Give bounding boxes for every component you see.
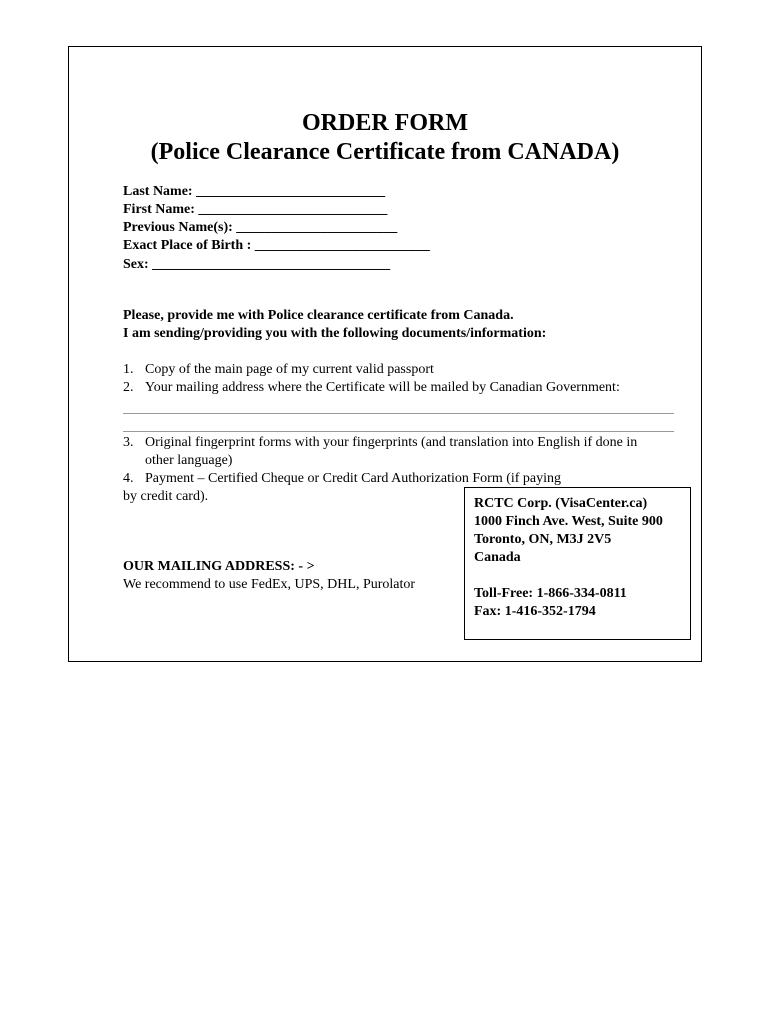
item-1-text: Copy of the main page of my current valid passport bbox=[145, 362, 434, 377]
place-of-birth-field[interactable]: Exact Place of Birth : _________________________ bbox=[123, 238, 430, 253]
address-city: Toronto, ON, M3J 2V5 bbox=[474, 532, 612, 547]
address-company: RCTC Corp. (VisaCenter.ca) bbox=[474, 496, 648, 511]
courier-recommendation: We recommend to use FedEx, UPS, DHL, Purolator bbox=[123, 577, 416, 592]
item-2-number: 2. bbox=[123, 380, 134, 395]
previous-names-field[interactable]: Previous Name(s): _______________________ bbox=[123, 220, 398, 235]
toll-free-number: Toll-Free: 1-866-334-0811 bbox=[474, 586, 627, 601]
item-3-text: Original fingerprint forms with your fingerprints (and translation into English if done in bbox=[145, 435, 638, 450]
item-4-number: 4. bbox=[123, 471, 134, 486]
form-title: ORDER FORM bbox=[302, 110, 468, 136]
item-1-number: 1. bbox=[123, 362, 134, 377]
address-street: 1000 Finch Ave. West, Suite 900 bbox=[474, 514, 663, 529]
sex-field[interactable]: Sex: __________________________________ bbox=[123, 257, 391, 272]
fax-number: Fax: 1-416-352-1794 bbox=[474, 604, 596, 619]
item-2-text: Your mailing address where the Certificate will be mailed by Canadian Government: bbox=[145, 380, 620, 395]
mailing-address-heading: OUR MAILING ADDRESS: - > bbox=[123, 559, 315, 574]
item-4-text: Payment – Certified Cheque or Credit Card Authorization Form (if paying bbox=[145, 471, 562, 486]
address-line-2[interactable] bbox=[123, 431, 674, 432]
last-name-field[interactable]: Last Name: ___________________________ bbox=[123, 184, 386, 199]
item-4-text-cont: by credit card). bbox=[123, 489, 209, 504]
item-3-number: 3. bbox=[123, 435, 134, 450]
request-line-2: I am sending/providing you with the following documents/information: bbox=[123, 326, 547, 341]
address-line-1[interactable] bbox=[123, 413, 674, 414]
request-line-1: Please, provide me with Police clearance certificate from Canada. bbox=[123, 308, 514, 323]
item-3-text-cont: other language) bbox=[145, 453, 233, 468]
form-subtitle: (Police Clearance Certificate from CANADA) bbox=[150, 139, 620, 165]
address-country: Canada bbox=[474, 550, 521, 565]
first-name-field[interactable]: First Name: ___________________________ bbox=[123, 202, 388, 217]
